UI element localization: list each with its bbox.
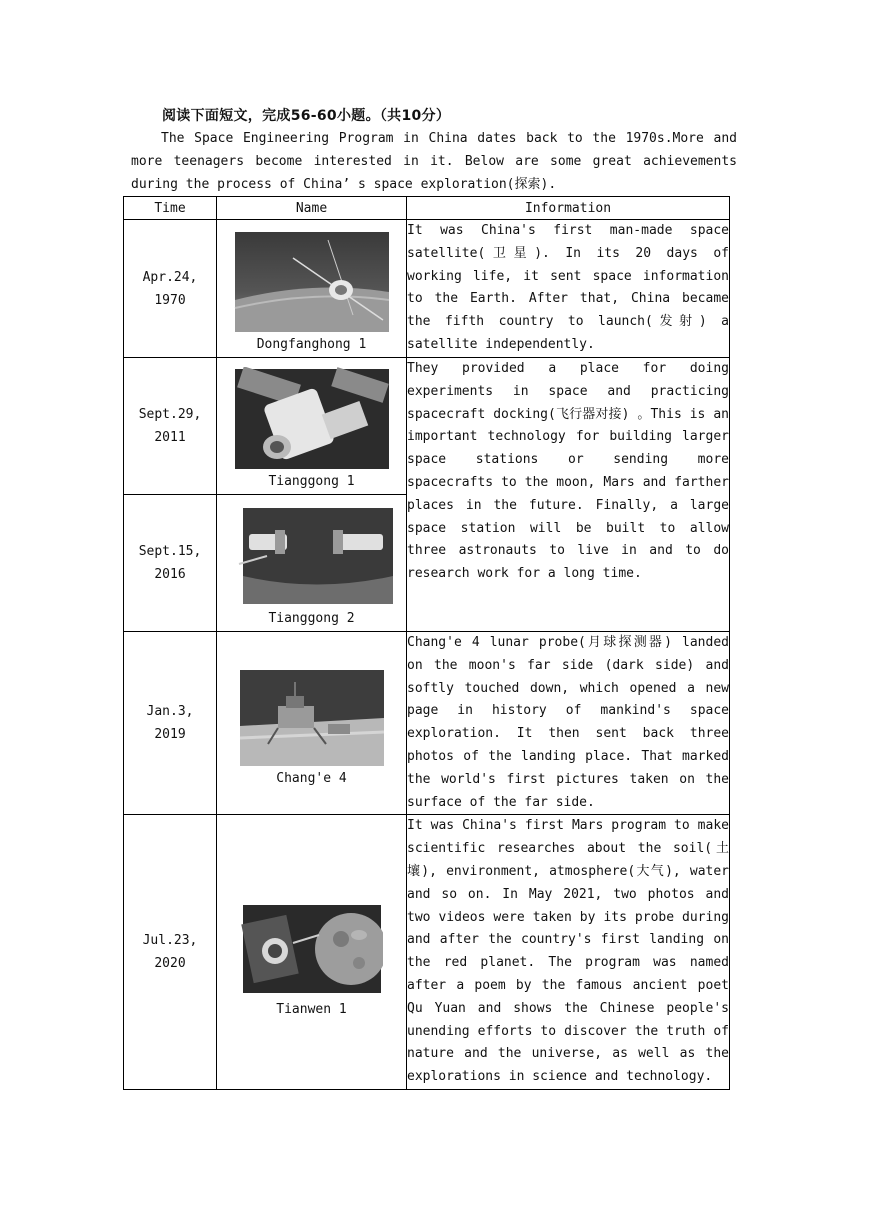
time-date: Sept.15,	[138, 544, 202, 559]
info-cell: It was China's first man-made space satellite(卫星). In its 20 days of working life, it sent space information to the Earth. After that, China became the fifth country to launch(发射) a satellite independently.	[407, 220, 730, 358]
time-date: Jan.3,	[146, 704, 194, 720]
time-date: Jul.23,	[142, 933, 198, 949]
section-heading: 阅读下面短文，完成56-60小题。（共10分）	[162, 108, 451, 124]
name-label: Tianwen 1	[276, 1001, 347, 1017]
header-name: Name	[217, 197, 407, 220]
achievements-table	[123, 196, 730, 1090]
table-row	[124, 220, 730, 358]
header-time: Time	[124, 197, 217, 220]
time-cell	[124, 495, 217, 632]
table-row	[124, 815, 730, 1090]
time-year: 2011	[154, 430, 186, 445]
name-label: Tianggong 1	[268, 474, 355, 489]
name-cell	[217, 358, 407, 495]
name-label: Dongfanghong 1	[256, 337, 367, 352]
info-cell: They provided a place for doing experiments in space and practicing spacecraft docking(飞行器对接) 。This is an important technology for building larger space stations or sending more spacecrafts to the moon, Mars and farther places in the future. Finally, a large space station will be built to allow three astronauts to live in and to do research work for a long time.	[407, 358, 730, 632]
info-cell: Chang'e 4 lunar probe(月球探测器) landed on the moon's far side (dark side) and softly touched down, which opened a new page in history of mankind's space exploration. It then sent back three photos of the landing place. That marked the world's first pictures taken on the surface of the far side.	[407, 632, 730, 815]
time-year: 2019	[154, 727, 186, 743]
time-year: 2020	[154, 956, 186, 972]
lunar-lander-photo-icon	[238, 668, 386, 768]
name-label: Tianggong 2	[268, 611, 355, 626]
table-header-row	[124, 197, 730, 220]
space-lab-photo-icon	[233, 367, 391, 471]
time-year: 1970	[154, 292, 186, 308]
time-cell	[124, 220, 217, 358]
time-cell	[124, 358, 217, 495]
table-row	[124, 632, 730, 815]
time-year: 2016	[154, 567, 186, 582]
time-cell	[124, 815, 217, 1090]
name-cell	[217, 815, 407, 1090]
satellite-photo-icon	[233, 230, 391, 334]
mars-probe-photo-icon	[241, 899, 383, 999]
name-cell	[217, 495, 407, 632]
name-label: Chang'e 4	[276, 771, 347, 787]
time-date: Apr.24,	[142, 269, 198, 285]
time-cell	[124, 632, 217, 815]
table-row	[124, 358, 730, 495]
header-information: Information	[407, 197, 730, 220]
space-lab-2-photo-icon	[227, 504, 397, 608]
name-cell	[217, 220, 407, 358]
intro-paragraph: The Space Engineering Program in China dates back to the 1970s.More and more teenagers become interested in it. Below are some great achievements during the process of China’ s space exploration(探索).	[131, 131, 737, 192]
name-cell	[217, 632, 407, 815]
info-cell: It was China's first Mars program to make scientific researches about the soil(土壤), environment, atmosphere(大气), water and so on. In May 2021, two photos and two videos were taken by its probe during and after the country's first landing on the red planet. The program was named after a poem by the famous ancient poet Qu Yuan and shows the Chinese people's unending efforts to discover the truth of nature and the universe, as well as the explorations in science and technology.	[407, 815, 730, 1090]
time-date: Sept.29,	[138, 407, 202, 422]
